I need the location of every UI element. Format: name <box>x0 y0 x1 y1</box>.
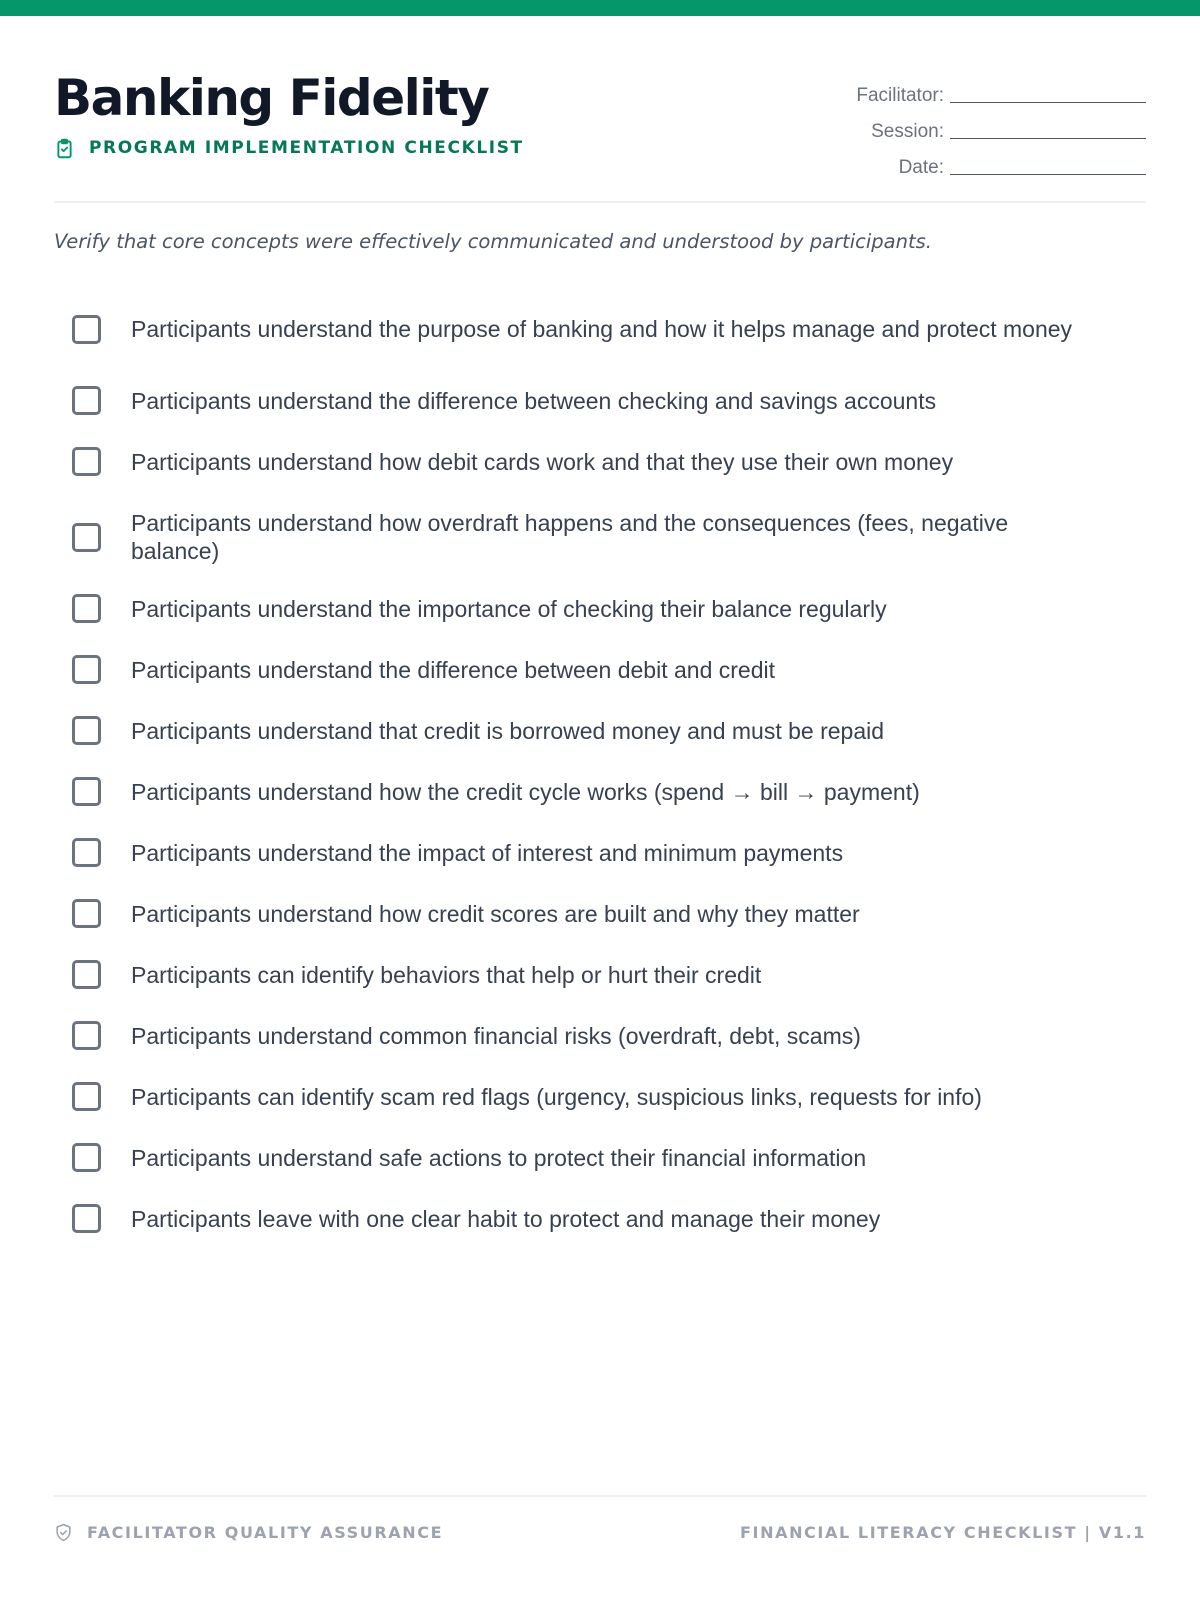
top-accent-bar <box>0 0 1200 16</box>
intro-text: Verify that core concepts were effectively communicated and understood by participants. <box>54 230 932 253</box>
checklist-item <box>72 1021 1132 1050</box>
checklist-item-text: Participants understand the importance of checking their balance regularly <box>131 595 887 622</box>
checklist <box>72 300 1132 1265</box>
facilitator-field <box>806 72 1146 108</box>
checklist-item <box>72 508 1132 566</box>
footer-left-text: FACILITATOR QUALITY ASSURANCE <box>87 1523 444 1542</box>
checkbox[interactable] <box>72 594 101 623</box>
shield-check-icon <box>54 1523 73 1542</box>
checkbox[interactable] <box>72 447 101 476</box>
checklist-item-text: Participants can identify scam red flags (urgency, suspicious links, requests for info) <box>131 1083 982 1110</box>
checklist-item <box>72 777 1132 806</box>
checklist-item-text: Participants understand how credit scores are built and why they matter <box>131 900 860 927</box>
checklist-item <box>72 838 1132 867</box>
header-divider <box>54 201 1146 203</box>
footer-right-text: FINANCIAL LITERACY CHECKLIST | V1.1 <box>740 1523 1146 1542</box>
date-field <box>806 144 1146 180</box>
footer-left <box>54 1523 443 1542</box>
session-label: Session: <box>871 121 944 142</box>
checkbox[interactable] <box>72 716 101 745</box>
checklist-item-text: Participants understand the difference between debit and credit <box>131 656 775 683</box>
checklist-item-text: Participants can identify behaviors that help or hurt their credit <box>131 961 762 988</box>
facilitator-label: Facilitator: <box>856 85 944 106</box>
checkbox[interactable] <box>72 655 101 684</box>
checkbox[interactable] <box>72 960 101 989</box>
page-subtitle <box>54 136 524 160</box>
date-label: Date: <box>898 157 944 178</box>
checklist-item-text: Participants understand how the credit cycle works (spend → bill → payment) <box>131 778 920 805</box>
checklist-item <box>72 594 1132 623</box>
checkbox[interactable] <box>72 315 101 344</box>
checkbox[interactable] <box>72 1082 101 1111</box>
checklist-item-text: Participants understand the difference between checking and savings accounts <box>131 387 937 414</box>
checkbox[interactable] <box>72 523 101 552</box>
checkbox[interactable] <box>72 1021 101 1050</box>
subtitle-text: PROGRAM IMPLEMENTATION CHECKLIST <box>89 138 524 158</box>
checklist-item-text: Participants understand how overdraft happens and the consequences (fees, negative balance) <box>131 510 1009 564</box>
checklist-item-text: Participants understand safe actions to protect their financial information <box>131 1144 867 1171</box>
checklist-item-text: Participants understand the impact of interest and minimum payments <box>131 839 844 866</box>
session-field <box>806 108 1146 144</box>
checklist-item <box>72 1204 1132 1233</box>
checkbox[interactable] <box>72 777 101 806</box>
session-meta-fields <box>806 72 1146 180</box>
checklist-item <box>72 1143 1132 1172</box>
checklist-item <box>72 300 1132 358</box>
page-header <box>54 66 1146 200</box>
checklist-item <box>72 655 1132 684</box>
checkbox[interactable] <box>72 838 101 867</box>
checklist-item-text: Participants understand that credit is borrowed money and must be repaid <box>131 717 885 744</box>
checklist-item <box>72 899 1132 928</box>
checklist-item-text: Participants understand common financial risks (overdraft, debt, scams) <box>131 1022 861 1049</box>
checklist-item-text: Participants understand how debit cards work and that they use their own money <box>131 448 954 475</box>
page-title: Banking Fidelity <box>54 69 489 127</box>
facilitator-input-line[interactable] <box>950 82 1146 103</box>
checkbox[interactable] <box>72 1204 101 1233</box>
footer-divider <box>54 1495 1146 1497</box>
checklist-item <box>72 447 1132 476</box>
checklist-item <box>72 386 1132 415</box>
checklist-item <box>72 716 1132 745</box>
session-input-line[interactable] <box>950 118 1146 139</box>
date-input-line[interactable] <box>950 154 1146 175</box>
clipboard-check-icon <box>54 138 75 159</box>
checklist-item <box>72 1082 1132 1111</box>
checklist-item-text: Participants leave with one clear habit to protect and manage their money <box>131 1205 881 1232</box>
checkbox[interactable] <box>72 899 101 928</box>
checkbox[interactable] <box>72 1143 101 1172</box>
checklist-item <box>72 960 1132 989</box>
checklist-item-text: Participants understand the purpose of banking and how it helps manage and protect money <box>131 316 1073 342</box>
checkbox[interactable] <box>72 386 101 415</box>
